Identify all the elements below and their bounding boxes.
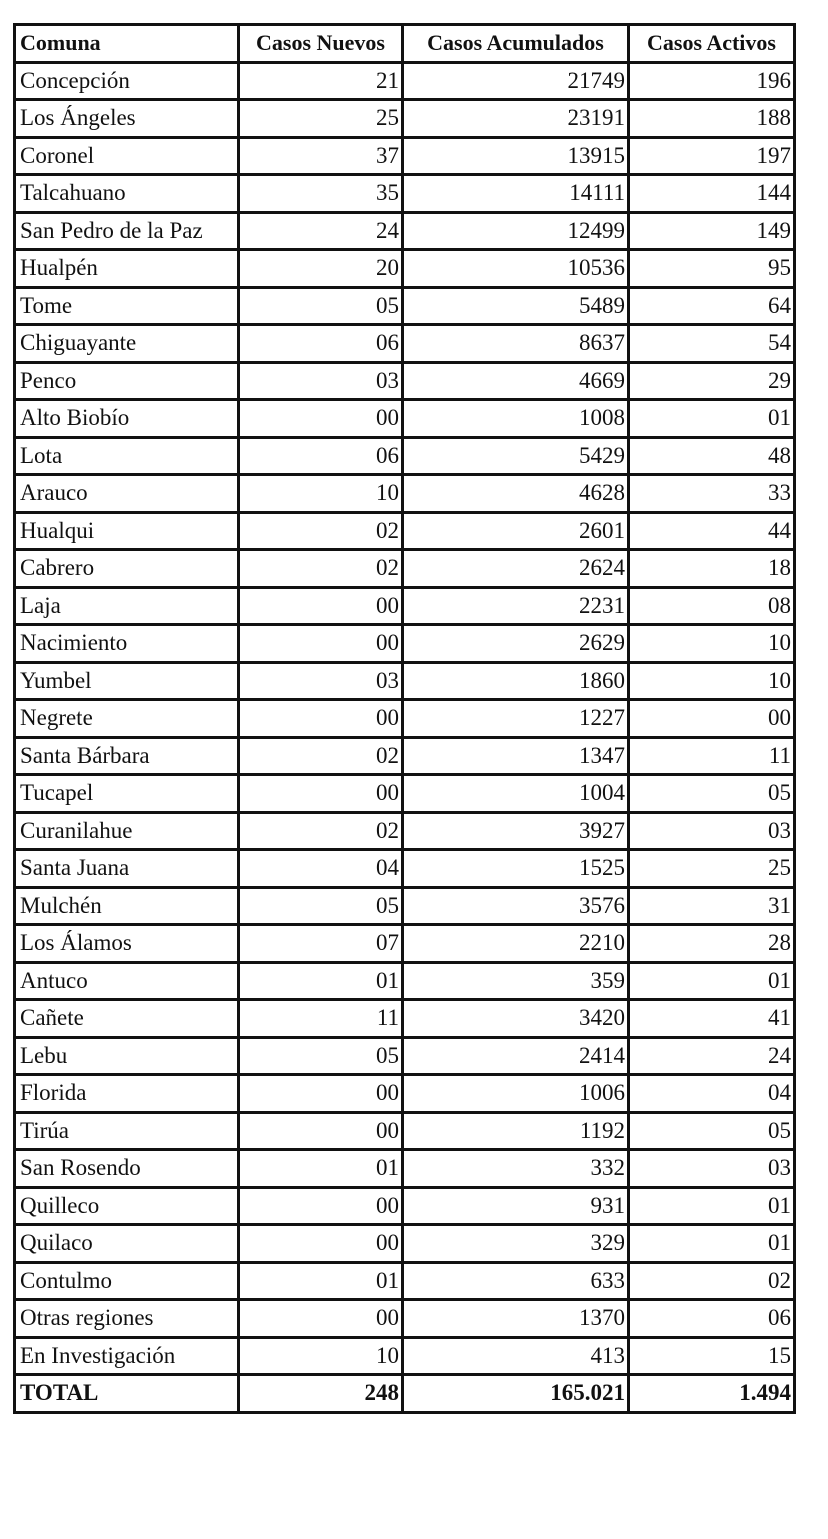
cell-comuna: Cabrero — [15, 550, 239, 588]
cell-comuna: Los Ángeles — [15, 100, 239, 138]
cell-casos-acumulados: 1008 — [403, 400, 629, 438]
cell-casos-nuevos: 01 — [239, 1150, 403, 1188]
cell-casos-activos: 10 — [629, 662, 795, 700]
table-row — [15, 587, 795, 625]
cell-casos-activos: 197 — [629, 137, 795, 175]
cell-casos-nuevos: 00 — [239, 700, 403, 738]
table-row — [15, 625, 795, 663]
cell-casos-activos: 144 — [629, 175, 795, 213]
cell-casos-acumulados: 1525 — [403, 850, 629, 888]
cell-casos-nuevos: 02 — [239, 737, 403, 775]
cell-casos-activos: 11 — [629, 737, 795, 775]
table-row — [15, 1225, 795, 1263]
cell-comuna: Lota — [15, 437, 239, 475]
cell-casos-activos: 10 — [629, 625, 795, 663]
cell-comuna: Santa Juana — [15, 850, 239, 888]
cell-casos-acumulados: 2210 — [403, 925, 629, 963]
cell-casos-nuevos: 00 — [239, 1225, 403, 1263]
cell-casos-nuevos: 00 — [239, 1187, 403, 1225]
table-row — [15, 1337, 795, 1375]
table-row — [15, 400, 795, 438]
cell-casos-acumulados: 8637 — [403, 325, 629, 363]
table-row — [15, 1112, 795, 1150]
cell-casos-acumulados: 1006 — [403, 1075, 629, 1113]
cell-casos-acumulados: 633 — [403, 1262, 629, 1300]
cell-comuna: Antuco — [15, 962, 239, 1000]
cell-casos-activos: 29 — [629, 362, 795, 400]
cell-casos-activos: 33 — [629, 475, 795, 513]
cell-casos-activos: 54 — [629, 325, 795, 363]
cell-casos-nuevos: 00 — [239, 775, 403, 813]
header-casos-activos: Casos Activos — [629, 25, 795, 63]
cell-casos-acumulados: 3420 — [403, 1000, 629, 1038]
cell-casos-nuevos: 04 — [239, 850, 403, 888]
cell-comuna: Cañete — [15, 1000, 239, 1038]
table-row — [15, 550, 795, 588]
cell-casos-acumulados: 329 — [403, 1225, 629, 1263]
cell-casos-nuevos: 00 — [239, 1300, 403, 1338]
cell-casos-acumulados: 1192 — [403, 1112, 629, 1150]
cell-casos-nuevos: 07 — [239, 925, 403, 963]
cell-casos-acumulados: 1004 — [403, 775, 629, 813]
table-row — [15, 1075, 795, 1113]
cell-casos-nuevos: 24 — [239, 212, 403, 250]
table-row — [15, 925, 795, 963]
table-header — [15, 25, 795, 63]
cell-casos-acumulados: 10536 — [403, 250, 629, 288]
cell-casos-nuevos: 00 — [239, 1075, 403, 1113]
cell-casos-nuevos: 20 — [239, 250, 403, 288]
cell-casos-nuevos: 37 — [239, 137, 403, 175]
cell-casos-acumulados: 2231 — [403, 587, 629, 625]
cell-comuna: San Rosendo — [15, 1150, 239, 1188]
cell-casos-nuevos: 10 — [239, 1337, 403, 1375]
table-row — [15, 212, 795, 250]
cell-casos-acumulados: 1370 — [403, 1300, 629, 1338]
header-casos-nuevos: Casos Nuevos — [239, 25, 403, 63]
cell-comuna: Alto Biobío — [15, 400, 239, 438]
cell-casos-nuevos: 05 — [239, 887, 403, 925]
cell-casos-acumulados: 2414 — [403, 1037, 629, 1075]
cell-comuna: Los Álamos — [15, 925, 239, 963]
cell-comuna: Negrete — [15, 700, 239, 738]
cell-casos-nuevos: 00 — [239, 625, 403, 663]
cell-casos-nuevos: 02 — [239, 512, 403, 550]
cell-casos-activos: 149 — [629, 212, 795, 250]
cell-comuna: Tirúa — [15, 1112, 239, 1150]
cell-casos-acumulados: 2629 — [403, 625, 629, 663]
cell-comuna: Arauco — [15, 475, 239, 513]
cell-casos-nuevos: 00 — [239, 400, 403, 438]
cell-casos-acumulados: 12499 — [403, 212, 629, 250]
cell-casos-acumulados: 332 — [403, 1150, 629, 1188]
cell-casos-activos: 06 — [629, 1300, 795, 1338]
table-row — [15, 962, 795, 1000]
table-row — [15, 1187, 795, 1225]
cell-casos-activos: 95 — [629, 250, 795, 288]
cell-casos-activos: 28 — [629, 925, 795, 963]
cell-casos-acumulados: 359 — [403, 962, 629, 1000]
cell-casos-acumulados: 5489 — [403, 287, 629, 325]
total-row — [15, 1375, 795, 1413]
cell-casos-activos: 00 — [629, 700, 795, 738]
cell-casos-nuevos: 25 — [239, 100, 403, 138]
table-row — [15, 475, 795, 513]
cell-comuna: Lebu — [15, 1037, 239, 1075]
table-row — [15, 1000, 795, 1038]
cell-casos-acumulados: 4669 — [403, 362, 629, 400]
cell-comuna: Talcahuano — [15, 175, 239, 213]
cell-casos-activos: 24 — [629, 1037, 795, 1075]
cell-casos-nuevos: 02 — [239, 550, 403, 588]
table-row — [15, 512, 795, 550]
cell-casos-nuevos: 11 — [239, 1000, 403, 1038]
cell-casos-nuevos: 02 — [239, 812, 403, 850]
cell-casos-activos: 15 — [629, 1337, 795, 1375]
cell-comuna: Tucapel — [15, 775, 239, 813]
table-row — [15, 775, 795, 813]
cell-casos-acumulados: 1227 — [403, 700, 629, 738]
cell-comuna: Mulchén — [15, 887, 239, 925]
table-row — [15, 1300, 795, 1338]
cell-casos-acumulados: 413 — [403, 1337, 629, 1375]
cell-casos-nuevos: 03 — [239, 362, 403, 400]
cell-comuna: Coronel — [15, 137, 239, 175]
cell-casos-nuevos: 05 — [239, 287, 403, 325]
cell-comuna: Contulmo — [15, 1262, 239, 1300]
table-row — [15, 287, 795, 325]
cell-casos-acumulados: 3927 — [403, 812, 629, 850]
total-casos-nuevos: 248 — [239, 1375, 403, 1413]
cell-casos-nuevos: 00 — [239, 587, 403, 625]
cell-casos-activos: 01 — [629, 400, 795, 438]
cell-casos-activos: 196 — [629, 62, 795, 100]
table-row — [15, 737, 795, 775]
total-casos-activos: 1.494 — [629, 1375, 795, 1413]
cell-comuna: Nacimiento — [15, 625, 239, 663]
cell-casos-acumulados: 1860 — [403, 662, 629, 700]
cell-comuna: Hualpén — [15, 250, 239, 288]
table-row — [15, 662, 795, 700]
cell-casos-nuevos: 10 — [239, 475, 403, 513]
table-row — [15, 250, 795, 288]
total-casos-acumulados: 165.021 — [403, 1375, 629, 1413]
header-row — [15, 25, 795, 63]
cell-comuna: Concepción — [15, 62, 239, 100]
cell-comuna: Hualqui — [15, 512, 239, 550]
cell-casos-activos: 31 — [629, 887, 795, 925]
cell-casos-activos: 04 — [629, 1075, 795, 1113]
table-body — [15, 62, 795, 1375]
cell-casos-acumulados: 3576 — [403, 887, 629, 925]
header-comuna: Comuna — [15, 25, 239, 63]
cell-casos-activos: 05 — [629, 1112, 795, 1150]
cell-casos-nuevos: 21 — [239, 62, 403, 100]
cell-casos-nuevos: 06 — [239, 437, 403, 475]
cell-casos-acumulados: 14111 — [403, 175, 629, 213]
cell-casos-nuevos: 35 — [239, 175, 403, 213]
cases-table — [13, 23, 796, 1414]
cell-casos-activos: 01 — [629, 1225, 795, 1263]
table-row — [15, 175, 795, 213]
table-footer — [15, 1375, 795, 1413]
cell-comuna: Tome — [15, 287, 239, 325]
cell-casos-activos: 01 — [629, 962, 795, 1000]
cell-casos-nuevos: 03 — [239, 662, 403, 700]
cell-casos-activos: 41 — [629, 1000, 795, 1038]
table-row — [15, 850, 795, 888]
table-row — [15, 325, 795, 363]
cell-casos-nuevos: 01 — [239, 962, 403, 1000]
cell-comuna: Curanilahue — [15, 812, 239, 850]
cell-casos-nuevos: 00 — [239, 1112, 403, 1150]
cell-comuna: Quilleco — [15, 1187, 239, 1225]
cell-casos-nuevos: 05 — [239, 1037, 403, 1075]
table-row — [15, 1037, 795, 1075]
cell-comuna: Otras regiones — [15, 1300, 239, 1338]
table-row — [15, 1262, 795, 1300]
cell-comuna: San Pedro de la Paz — [15, 212, 239, 250]
cell-casos-activos: 01 — [629, 1187, 795, 1225]
header-casos-acumulados: Casos Acumulados — [403, 25, 629, 63]
cell-casos-acumulados: 931 — [403, 1187, 629, 1225]
cell-casos-acumulados: 2601 — [403, 512, 629, 550]
table-row — [15, 887, 795, 925]
cell-casos-activos: 05 — [629, 775, 795, 813]
cell-casos-acumulados: 21749 — [403, 62, 629, 100]
cell-casos-acumulados: 2624 — [403, 550, 629, 588]
cell-casos-activos: 25 — [629, 850, 795, 888]
cell-comuna: Florida — [15, 1075, 239, 1113]
cell-casos-activos: 64 — [629, 287, 795, 325]
total-label: TOTAL — [15, 1375, 239, 1413]
cell-casos-acumulados: 13915 — [403, 137, 629, 175]
cell-casos-activos: 18 — [629, 550, 795, 588]
cell-casos-activos: 44 — [629, 512, 795, 550]
cell-casos-acumulados: 23191 — [403, 100, 629, 138]
table-row — [15, 700, 795, 738]
table-row — [15, 437, 795, 475]
table-row — [15, 1150, 795, 1188]
cell-comuna: Chiguayante — [15, 325, 239, 363]
cell-casos-activos: 08 — [629, 587, 795, 625]
cell-casos-activos: 48 — [629, 437, 795, 475]
cell-casos-activos: 03 — [629, 812, 795, 850]
cell-comuna: En Investigación — [15, 1337, 239, 1375]
cell-casos-nuevos: 01 — [239, 1262, 403, 1300]
cell-casos-activos: 03 — [629, 1150, 795, 1188]
table-row — [15, 362, 795, 400]
cell-casos-acumulados: 5429 — [403, 437, 629, 475]
cell-casos-activos: 02 — [629, 1262, 795, 1300]
table-row — [15, 100, 795, 138]
cell-casos-acumulados: 1347 — [403, 737, 629, 775]
cell-comuna: Yumbel — [15, 662, 239, 700]
cell-comuna: Quilaco — [15, 1225, 239, 1263]
cell-comuna: Laja — [15, 587, 239, 625]
cell-casos-acumulados: 4628 — [403, 475, 629, 513]
cell-comuna: Penco — [15, 362, 239, 400]
table-row — [15, 137, 795, 175]
cell-casos-activos: 188 — [629, 100, 795, 138]
table-row — [15, 812, 795, 850]
cell-casos-nuevos: 06 — [239, 325, 403, 363]
cell-comuna: Santa Bárbara — [15, 737, 239, 775]
table-row — [15, 62, 795, 100]
